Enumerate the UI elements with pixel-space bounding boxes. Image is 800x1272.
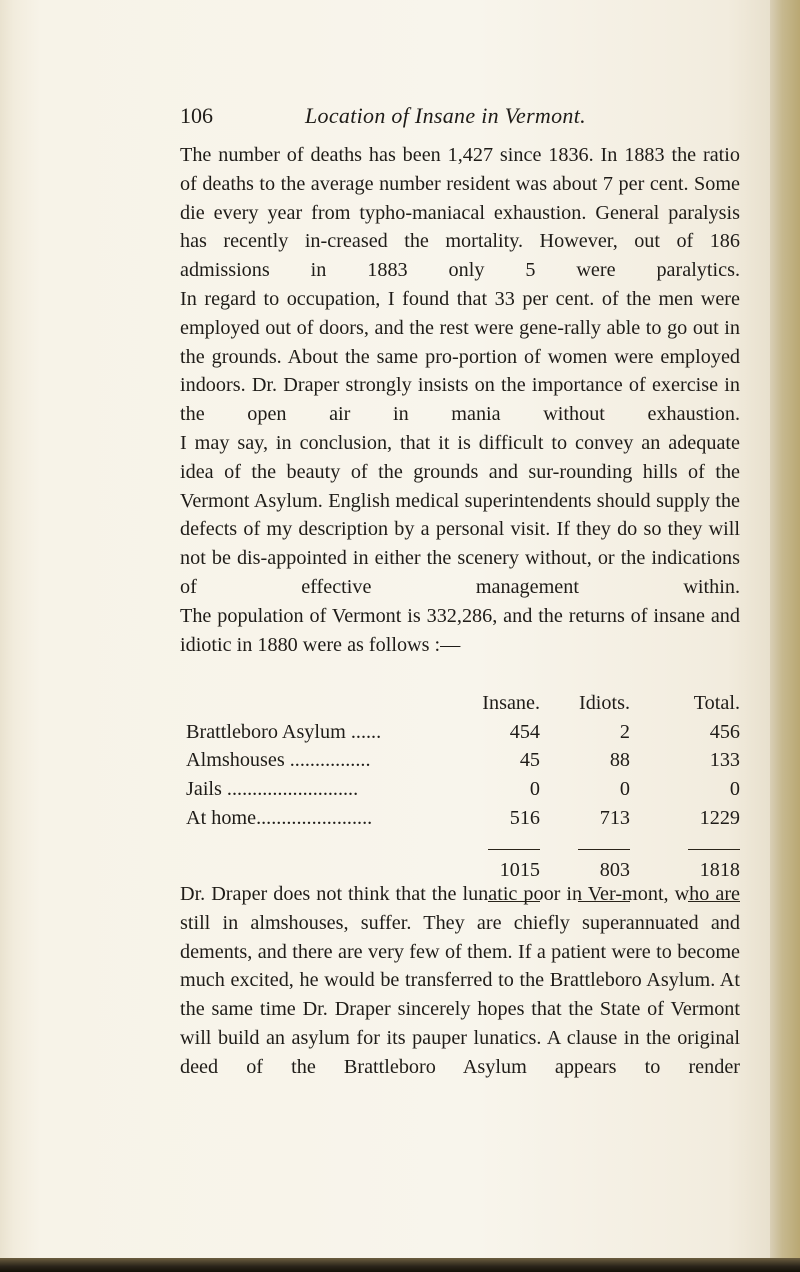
page-edge — [770, 0, 800, 1258]
paragraph-lunatic-poor: Dr. Draper does not think that the lunatic poor in Ver-mont, who are still in almshouses, suffer. They are chiefly superannuated and dements, and there are very few of them. If a patient were to become much excited, he would be transferred to the Brattleboro Asylum. At the same time Dr. Draper sincerely hopes that the State of Vermont will build an asylum for its pauper lunatics. A clause in the original deed of the Brattleboro Asylum appears to render — [180, 883, 740, 1078]
total-idiots: 803 — [599, 858, 630, 881]
paragraph-conclusion: I may say, in conclusion, that it is difficult to convey an adequate idea of the beauty of the grounds and sur-rounding hills of the Vermont Asylum. English medical superintendents should supply the defects of my description by a personal visit. If they do so they will not be dis-appointed in either the scenery without, or the indications of effective management within. — [180, 431, 740, 598]
paragraph-deaths: The number of deaths has been 1,427 since 1836. In 1883 the ratio of deaths to the average number resident was about 7 per cent. Some die every year from typho-maniacal exhaustion. General paralysis has recently in-creased the mortality. However, out of 186 admissions in 1883 only 5 were paralytics. — [180, 144, 740, 282]
page-number: 106 — [180, 103, 213, 128]
table-row: Almshouses ................ 45 88 133 — [186, 749, 740, 772]
total-total: 1818 — [699, 858, 740, 881]
sum-rule — [688, 849, 740, 850]
sum-rule — [488, 849, 540, 850]
header-insane: Insane. — [482, 691, 540, 714]
sum-rule-row — [180, 833, 740, 856]
sum-rule — [578, 849, 630, 850]
running-title: Location of Insane in Vermont. — [305, 103, 586, 128]
header-blank — [180, 689, 450, 718]
table-header-row — [180, 689, 740, 718]
table-row: At home....................... 516 713 1229 — [186, 807, 740, 830]
header-idiots: Idiots. — [578, 691, 630, 714]
paragraph-occupation: In regard to occupation, I found that 33 per cent. of the men were employed out of doors, and the rest were gene-rally able to go out in the grounds. About the same pro-portion of women were employed indoors. Dr. Draper strongly insists on the importance of exercise in the open air in mania without exhaustion. — [180, 287, 740, 426]
table-row: Brattleboro Asylum ...... 454 2 456 — [186, 720, 740, 743]
page-bottom-edge — [0, 1258, 800, 1272]
header-total: Total. — [693, 691, 740, 714]
returns-table — [180, 689, 740, 908]
body-text-bottom — [180, 880, 740, 1082]
running-head — [180, 103, 586, 129]
table-row: Jails .......................... 0 0 0 — [186, 778, 740, 801]
paragraph-population: The population of Vermont is 332,286, and the returns of insane and idiotic in 1880 were as follows :— — [180, 604, 740, 656]
body-text-top — [180, 141, 740, 659]
total-insane: 1015 — [499, 858, 540, 881]
